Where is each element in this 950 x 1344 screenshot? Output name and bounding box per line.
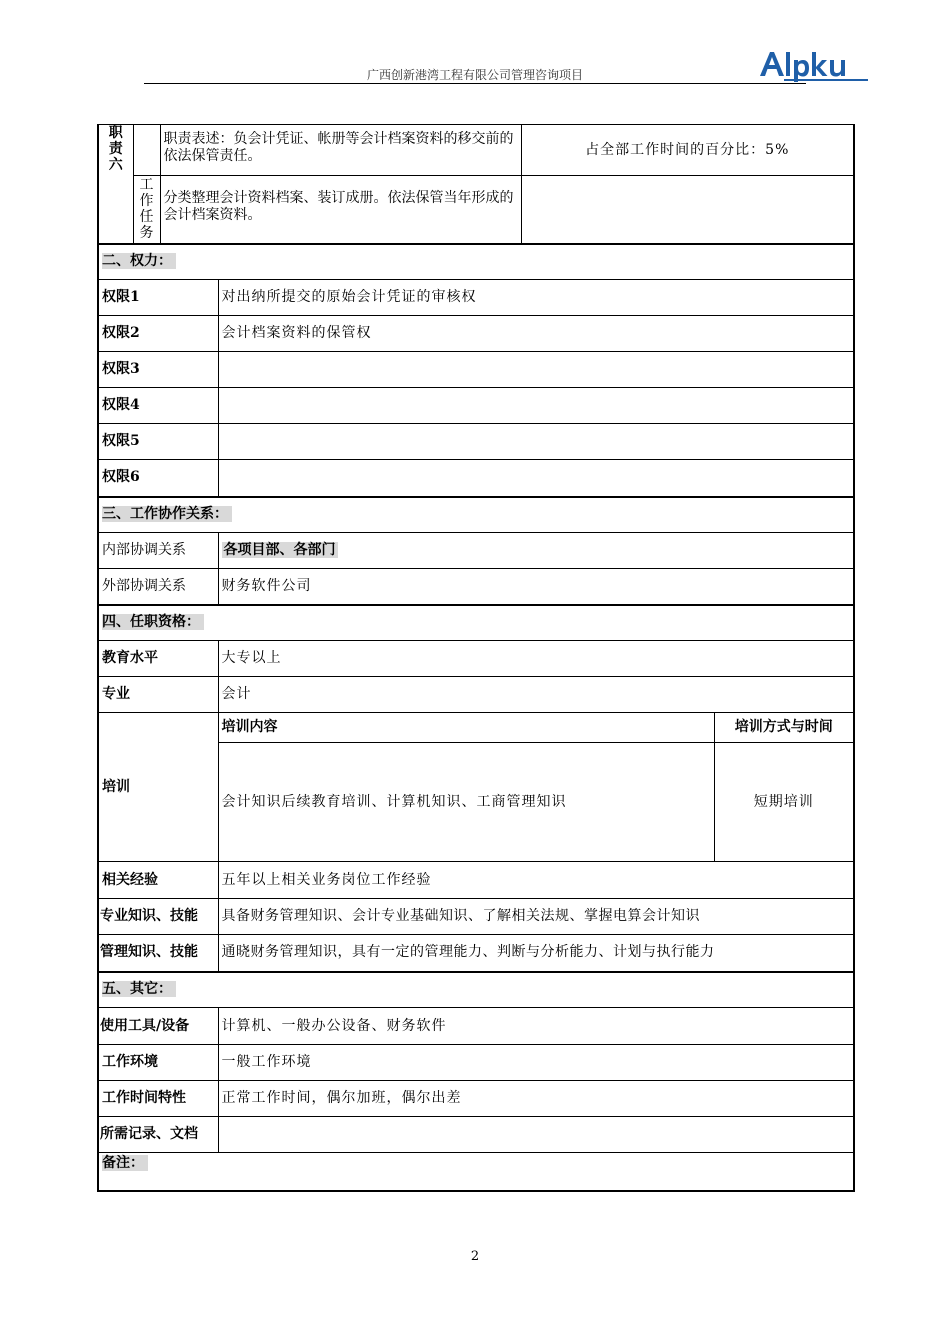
internal-coordination-label: 内部协调关系	[98, 533, 218, 569]
pro-skill-label: 专业知识、技能	[98, 899, 218, 935]
task-blank	[521, 176, 854, 244]
authority-label-5: 权限5	[98, 424, 218, 460]
environment-value: 一般工作环境	[218, 1045, 854, 1081]
training-content-value: 会计知识后续教育培训、计算机知识、工商管理知识	[218, 743, 714, 862]
company-logo	[758, 50, 870, 84]
authority-label-3: 权限3	[98, 352, 218, 388]
authority-value-6	[218, 460, 854, 497]
pro-skill-value: 具备财务管理知识、会计专业基础知识、了解相关法规、掌握电算会计知识	[218, 899, 854, 935]
tools-value: 计算机、一般办公设备、财务软件	[218, 1008, 854, 1045]
experience-value: 五年以上相关业务岗位工作经验	[218, 862, 854, 899]
mgmt-skill-value: 通晓财务管理知识，具有一定的管理能力、判断与分析能力、计划与执行能力	[218, 935, 854, 972]
education-value: 大专以上	[218, 641, 854, 677]
duty-percent: 占全部工作时间的百分比：5%	[521, 125, 854, 176]
authority-label-6: 权限6	[98, 460, 218, 497]
authority-label-1: 权限1	[98, 280, 218, 316]
training-content-header: 培训内容	[218, 713, 714, 743]
section-authority-heading: 二、权力：	[98, 244, 854, 280]
experience-label: 相关经验	[98, 862, 218, 899]
external-coordination-label: 外部协调关系	[98, 569, 218, 605]
remark-row: 备注：	[98, 1153, 854, 1191]
external-coordination-value: 财务软件公司	[218, 569, 854, 605]
authority-value-5	[218, 424, 854, 460]
authority-label-2: 权限2	[98, 316, 218, 352]
tools-label: 使用工具/设备	[98, 1008, 218, 1045]
records-label: 所需记录、文档	[98, 1117, 218, 1153]
authority-value-3	[218, 352, 854, 388]
section-other-heading: 五、其它：	[98, 972, 854, 1008]
header-rule	[144, 83, 806, 84]
education-label: 教育水平	[98, 641, 218, 677]
authority-value-4	[218, 388, 854, 424]
task-description: 分类整理会计资料档案、装订成册。依法保管当年形成的会计档案资料。	[160, 176, 521, 244]
section-qualification-heading: 四、任职资格：	[98, 605, 854, 641]
task-label: 工作任务	[133, 176, 160, 244]
environment-label: 工作环境	[98, 1045, 218, 1081]
internal-coordination-value: 各项目部、各部门	[218, 533, 854, 569]
work-time-label: 工作时间特性	[98, 1081, 218, 1117]
header-title: 广西创新港湾工程有限公司管理咨询项目	[366, 68, 583, 82]
section-cooperation-heading: 三、工作协作关系：	[98, 497, 854, 533]
training-method-value: 短期培训	[714, 743, 854, 862]
authority-value-1: 对出纳所提交的原始会计凭证的审核权	[218, 280, 854, 316]
duty-label: 职责六	[98, 125, 133, 244]
training-method-header: 培训方式与时间	[714, 713, 854, 743]
mgmt-skill-label: 管理知识、技能	[98, 935, 218, 972]
duty-spacer	[133, 125, 160, 176]
training-label: 培训	[98, 713, 218, 862]
authority-value-2: 会计档案资料的保管权	[218, 316, 854, 352]
major-value: 会计	[218, 677, 854, 713]
job-description-table	[97, 124, 853, 1192]
work-time-value: 正常工作时间，偶尔加班，偶尔出差	[218, 1081, 854, 1117]
records-value	[218, 1117, 854, 1153]
page-number: 2	[470, 1249, 480, 1264]
authority-label-4: 权限4	[98, 388, 218, 424]
major-label: 专业	[98, 677, 218, 713]
duty-description: 职责表述：负会计凭证、帐册等会计档案资料的移交前的依法保管责任。	[160, 125, 521, 176]
